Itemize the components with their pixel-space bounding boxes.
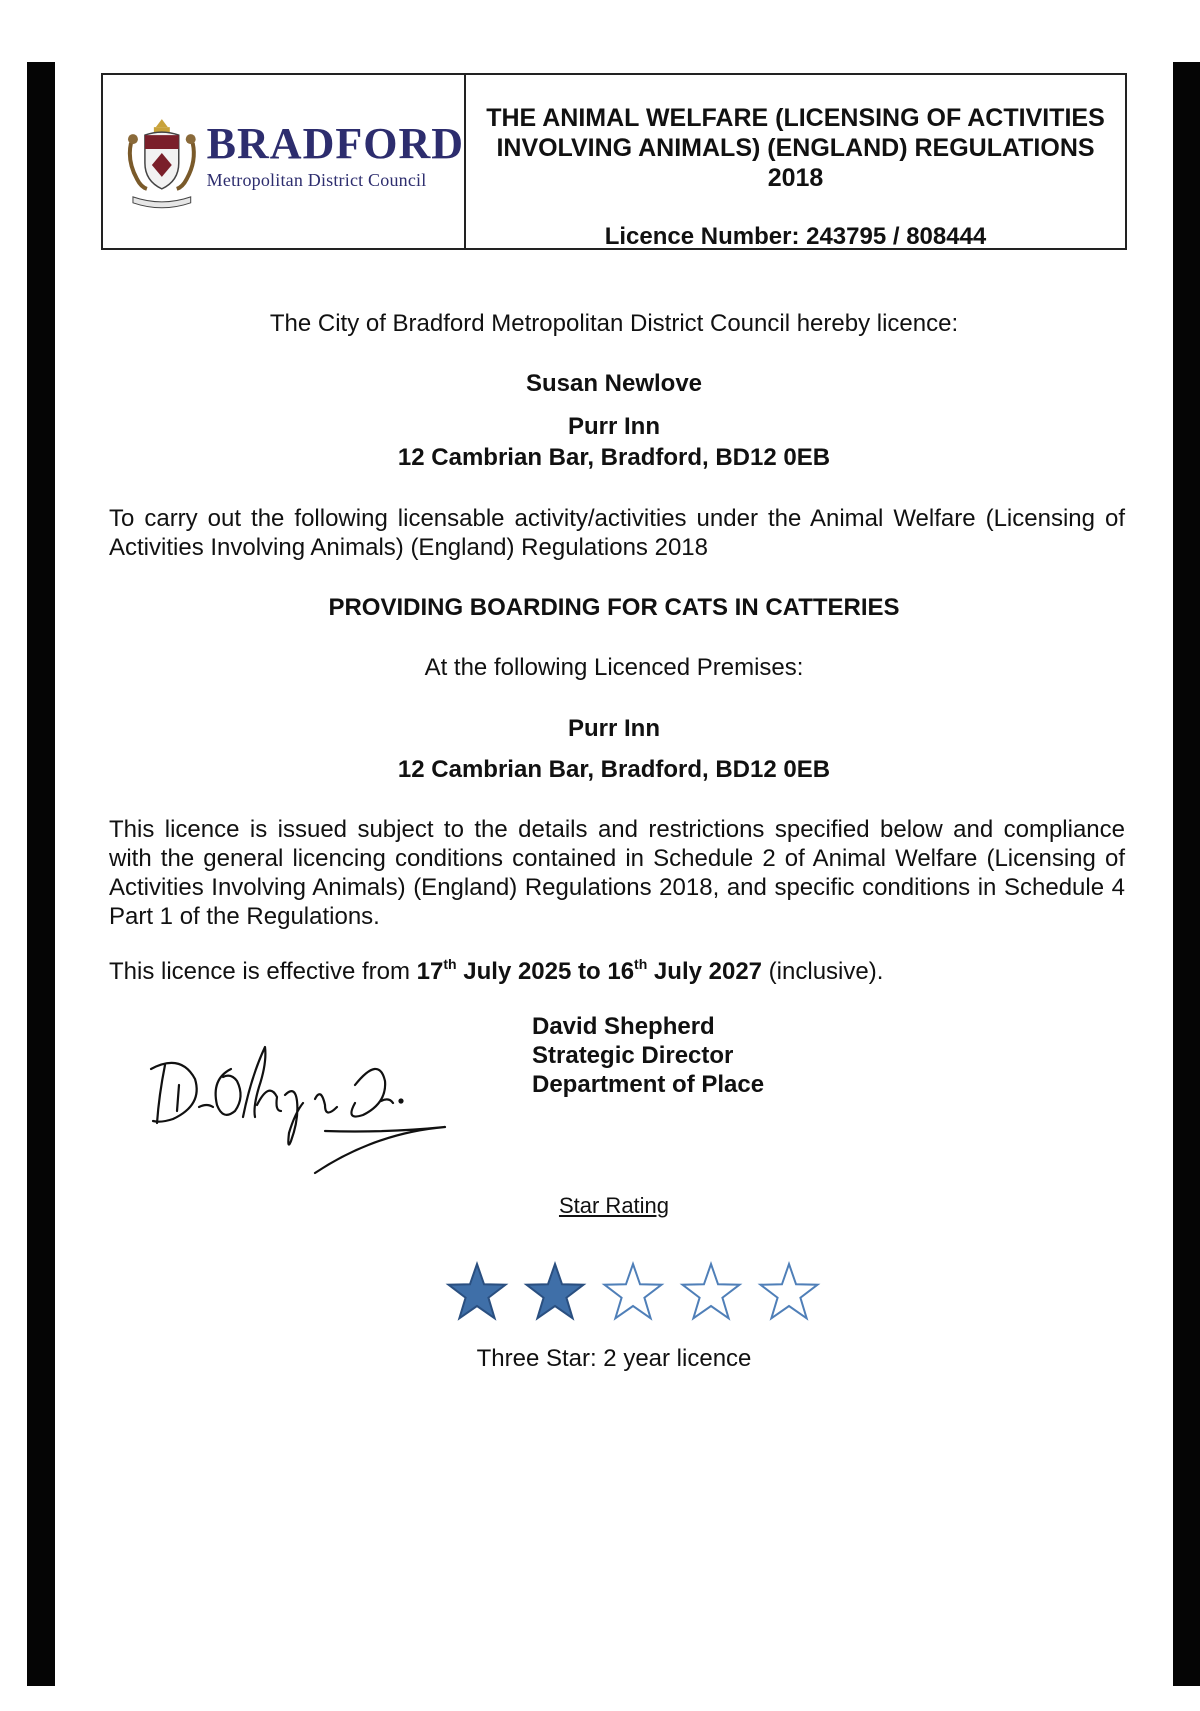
star-rating-caption: Three Star: 2 year licence <box>476 1345 752 1372</box>
council-logo <box>103 75 466 248</box>
star-rating-label <box>101 1193 1127 1219</box>
star-empty-icon <box>757 1260 821 1324</box>
regulation-title <box>466 103 1125 193</box>
signatory-department: Department of Place <box>532 1071 765 1098</box>
header-title-cell <box>466 75 1125 248</box>
effective-start-suffix: th <box>443 956 457 972</box>
handwritten-signature <box>145 1045 475 1185</box>
licensee-address: 12 Cambrian Bar, Bradford, BD12 0EB <box>397 444 831 471</box>
effective-start-day: 17 <box>416 958 444 985</box>
premises-intro: At the following Licenced Premises: <box>424 654 804 681</box>
licensee-name: Susan Newlove <box>525 370 703 397</box>
logo-subtitle: Metropolitan District Council <box>206 170 427 190</box>
regulation-title-line-1: THE ANIMAL WELFARE (LICENSING OF ACTIVITIES <box>486 104 1105 132</box>
star-empty-icon <box>601 1260 665 1324</box>
logo-wordmark: BRADFORD <box>206 119 464 168</box>
effective-prefix: This licence is effective from <box>109 958 417 985</box>
signatory-title: Strategic Director <box>532 1042 734 1069</box>
licence-number: Licence Number: 243795 / 808444 <box>604 223 987 250</box>
coat-of-arms-icon <box>123 113 201 211</box>
effective-end-suffix: th <box>634 956 648 972</box>
star-empty-icon <box>679 1260 743 1324</box>
effective-end-day: 16 <box>607 958 635 985</box>
licensee-business: Purr Inn <box>567 413 660 440</box>
regulation-title-line-2: INVOLVING ANIMALS) (ENGLAND) REGULATIONS 2018 <box>496 134 1095 192</box>
effective-dates <box>109 957 1125 986</box>
intro-text: The City of Bradford Metropolitan District Council hereby licence: <box>269 310 959 337</box>
signatory-name: David Shepherd <box>532 1013 715 1040</box>
licensed-activity: PROVIDING BOARDING FOR CATS IN CATTERIES <box>328 594 900 621</box>
star-filled-icon <box>523 1260 587 1324</box>
right-border-bar <box>1173 62 1200 1686</box>
left-border-bar <box>27 62 55 1686</box>
premises-address: 12 Cambrian Bar, Bradford, BD12 0EB <box>397 756 831 783</box>
activity-intro: To carry out the following licensable activity/activities under the Animal Welfare (Licensing of Activities Involving Animals) (England) Regulations 2018 <box>109 505 1125 561</box>
star-rating-heading: Star Rating <box>558 1193 670 1218</box>
effective-note: (inclusive). <box>762 958 884 985</box>
star-filled-icon <box>445 1260 509 1324</box>
signatory-block <box>532 1012 764 1099</box>
effective-end-rest: July 2027 <box>647 958 763 985</box>
star-rating <box>445 1260 821 1324</box>
licence-header <box>101 73 1127 250</box>
premises-name: Purr Inn <box>567 715 660 742</box>
conditions-text: This licence is issued subject to the details and restrictions specified below and compliance with the general licencing conditions contained in Schedule 2 of Animal Welfare (Licensing of Activities Involving Animals) (England) Regulations 2018, and specific conditions in Schedule 4 Part 1 of the Regulations. <box>109 816 1125 930</box>
effective-start-rest: July 2025 to <box>456 958 608 985</box>
